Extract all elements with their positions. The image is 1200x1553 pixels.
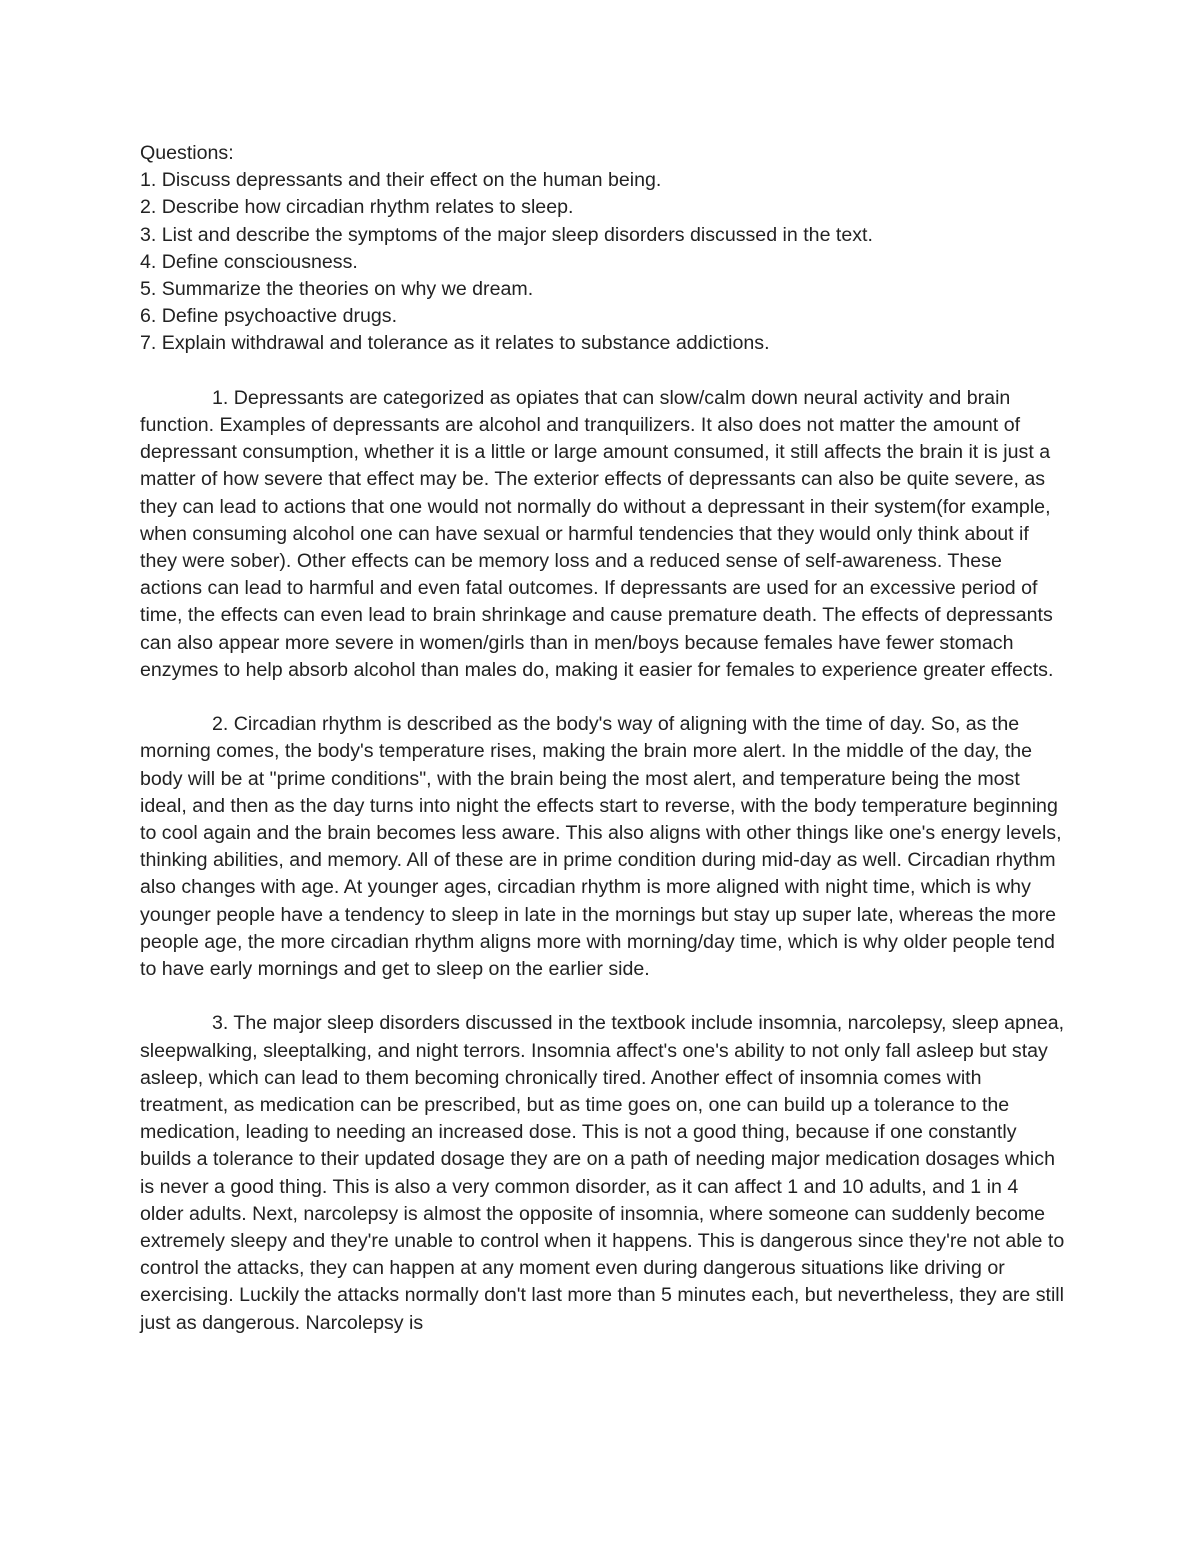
question-item-2: 2. Describe how circadian rhythm relates to sleep. (140, 196, 574, 219)
answer-paragraph-3: 3. The major sleep disorders discussed in the textbook include insomnia, narcolepsy, sleep apnea, sleepwalking, sleeptalking, and night terrors. Insomnia affect's one's ability to not only fall asleep but stay asleep, which can lead to them becoming chronically tired. Another effect of insomnia comes with treatment, as medication can be prescribed, but as time goes on, one can build up a tolerance to the medication, leading to needing an increased dose. This is not a good thing, because if one constantly builds a tolerance to their updated dosage they are on a path of needing major medication dosages which is never a good thing. This is also a very common disorder, as it can affect 1 and 10 adults, and 1 in 4 older adults. Next, narcolepsy is almost the opposite of insomnia, where someone can suddenly become extremely sleepy and they're unable to control when it happens. This is dangerous since they're not able to control the attacks, they can happen at any moment even during dangerous situations like driving or exercising. Luckily the attacks normally don't last more than 5 minutes each, but nevertheless, they are still just as dangerous. Narcolepsy is (140, 1012, 1065, 1334)
spacer (140, 358, 1065, 385)
questions-heading: Questions: (140, 142, 234, 164)
question-list (140, 167, 1065, 357)
question-item-5: 5. Summarize the theories on why we dream. (140, 278, 534, 301)
question-item-3: 3. List and describe the symptoms of the major sleep disorders discussed in the text. (140, 223, 873, 246)
document-page (140, 140, 1065, 1337)
answer-paragraph-1: 1. Depressants are categorized as opiates that can slow/calm down neural activity and brain function. Examples of depressants are alcohol and tranquilizers. It also does not matter the amount of depressant consumption, whether it is a little or large amount consumed, it still affects the brain it is just a matter of how severe that effect may be. The exterior effects of depressants can also be quite severe, as they can lead to actions that one would not normally do without a depressant in their system(for example, when consuming alcohol one can have sexual or harmful tendencies that they would only think about if they were sober). Other effects can be memory loss and a reduced sense of self-awareness. These actions can lead to harmful and even fatal outcomes. If depressants are used for an excessive period of time, the effects can even lead to brain shrinkage and cause premature death. The effects of depressants can also appear more severe in women/girls than in men/boys because females have fewer stomach enzymes to help absorb alcohol than males do, making it easier for females to experience greater effects. (140, 386, 1054, 681)
question-item-1: 1. Discuss depressants and their effect on the human being. (140, 169, 662, 192)
question-item-6: 6. Define psychoactive drugs. (140, 305, 398, 328)
question-item-4: 4. Define consciousness. (140, 250, 358, 273)
question-item-7: 7. Explain withdrawal and tolerance as it relates to substance addictions. (140, 332, 770, 355)
answer-paragraph-2: 2. Circadian rhythm is described as the body's way of aligning with the time of day. So, as the morning comes, the body's temperature rises, making the brain more alert. In the middle of the day, the body will be at "prime conditions", with the brain being the most alert, and temperature being the most ideal, and then as the day turns into night the effects start to reverse, with the body temperature beginning to cool again and the brain becomes less aware. This also aligns with other things like one's energy levels, thinking abilities, and memory. All of these are in prime condition during mid-day as well. Circadian rhythm also changes with age. At younger ages, circadian rhythm is more aligned with night time, which is why younger people have a tendency to sleep in late in the mornings but stay up super late, whereas the more people age, the more circadian rhythm aligns more with morning/day time, which is why older people tend to have early mornings and get to sleep on the earlier side. (140, 713, 1062, 981)
spacer (140, 684, 1065, 711)
spacer (140, 983, 1065, 1010)
